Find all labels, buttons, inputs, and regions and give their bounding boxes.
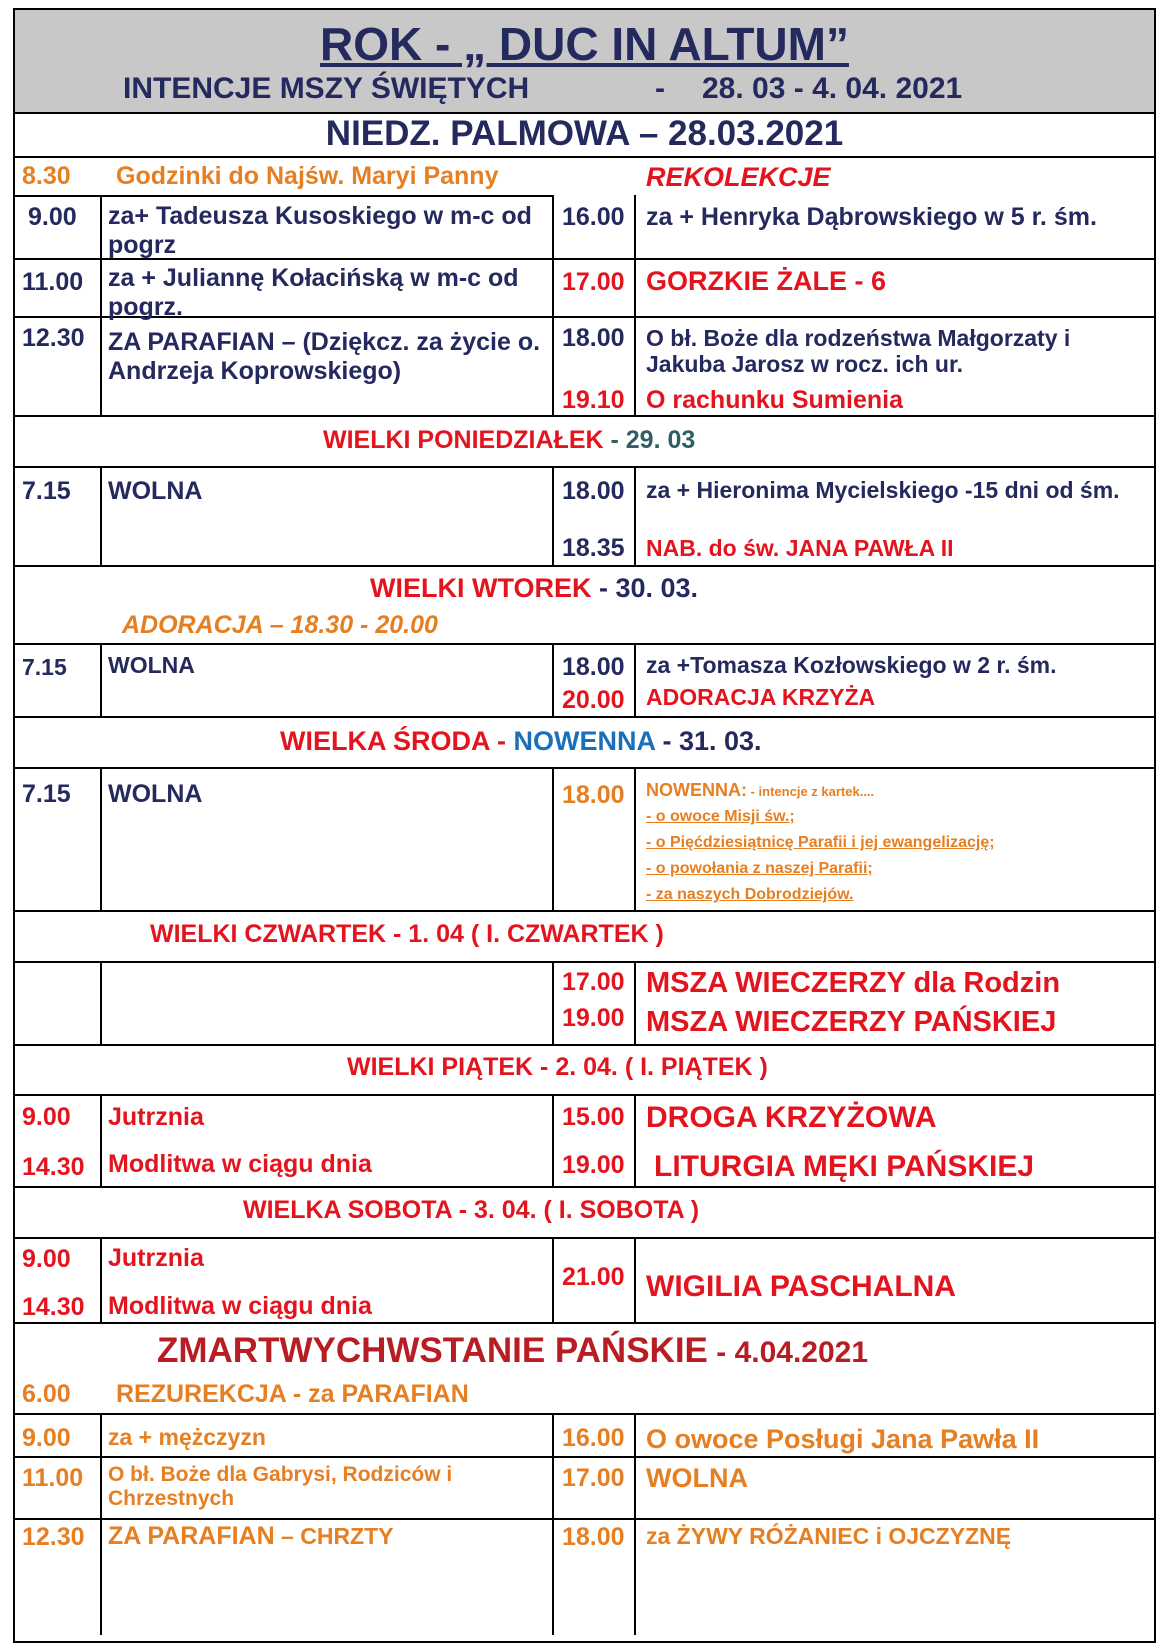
intention-text: za + Juliannę Kołacińską w m-c od pogrz. [108,264,519,321]
time: 7.15 [22,780,71,808]
intention-text: O owoce Posługi Jana Pawła II [646,1424,1040,1454]
page-title: ROK - „ DUC IN ALTUM” [320,18,849,70]
intention-text: Modlitwa w ciągu dnia [108,1150,372,1178]
time: 15.00 [562,1103,625,1131]
time: 7.15 [22,654,67,680]
time: 11.00 [22,268,84,296]
intention-text: O rachunku Sumienia [646,386,904,414]
day-heading-easter: ZMARTWYCHWSTANIE PAŃSKIE - 4.04.2021 [157,1331,869,1370]
retreat-label: REKOLEKCJE [646,162,831,192]
adoration-note: ADORACJA – 18.30 - 20.00 [122,611,438,639]
time: 19.00 [562,1151,625,1179]
intention-text: za+ Tadeusza Kusoskiego w m-c od pogrz [108,202,532,259]
intention-text: DROGA KRZYŻOWA [646,1101,937,1134]
time: 16.00 [562,203,625,231]
time: 17.00 [562,968,625,996]
day-heading-sunday: NIEDZ. PALMOWA – 28.03.2021 [325,114,844,153]
novena-item: - o powołania z naszej Parafii; [646,860,873,877]
intention-text: WIGILIA PASCHALNA [646,1270,956,1303]
intention-text: O bł. Boże dla Gabrysi, Rodziców i Chrzestnych [108,1463,453,1511]
intention-text: za ŻYWY RÓŻANIEC i OJCZYZNĘ [646,1523,1012,1549]
intention-text: Modlitwa w ciągu dnia [108,1292,372,1320]
intention-text: ADORACJA KRZYŻA [646,684,876,710]
time: 17.00 [562,268,625,296]
subtitle-dates: 28. 03 - 4. 04. 2021 [702,72,963,105]
time: 8.30 [22,162,71,190]
day-heading-wednesday: WIELKA ŚRODA - NOWENNA - 31. 03. [280,726,762,756]
intention-text: O bł. Boże dla rodzeństwa Małgorzaty i Jakuba Jarosz w rocz. ich ur. [646,325,1071,378]
day-heading-monday: WIELKI PONIEDZIAŁEK - 29. 03 [323,426,696,454]
novena-item: - za naszych Dobrodziejów. [646,886,854,903]
time: 21.00 [562,1263,625,1291]
intention-text: WOLNA [108,780,203,808]
intention-text: ZA PARAFIAN – CHRZTY [108,1522,394,1550]
intention-text: za + Henryka Dąbrowskiego w 5 r. śm. [646,203,1097,231]
novena-item: - o owoce Misji św.; [646,808,795,825]
time: 18.00 [562,1523,625,1551]
time: 20.00 [562,686,625,714]
time: 9.00 [28,203,77,231]
intention-text: Jutrznia [108,1103,204,1131]
time: 18.00 [562,653,625,681]
intention-text: MSZA WIECZERZY dla Rodzin [646,967,1061,999]
intention-text: LITURGIA MĘKI PAŃSKIEJ [654,1150,1035,1183]
intention-text: za + mężczyzn [108,1424,266,1450]
time: 12.30 [22,324,85,352]
novena-item: - o Pięćdziesiątnicę Parafii i jej ewangelizację; [646,834,995,851]
time: 17.00 [562,1464,625,1492]
time: 6.00 [22,1380,71,1408]
time: 18.00 [562,477,625,505]
page-subtitle: INTENCJE MSZY ŚWIĘTYCH [123,72,530,105]
time: 18.35 [562,534,625,562]
intention-text: NAB. do św. JANA PAWŁA II [646,535,954,561]
time: 14.30 [22,1153,85,1181]
time: 18.00 [562,324,625,352]
intention-text: za +Tomasza Kozłowskiego w 2 r. śm. [646,652,1057,678]
intention-text: ZA PARAFIAN – (Dziękcz. za życie o. Andrzeja Koprowskiego) [108,328,541,385]
time: 11.00 [22,1464,84,1492]
intention-text: WOLNA [108,477,203,505]
day-heading-friday: WIELKI PIĄTEK - 2. 04. ( I. PIĄTEK ) [347,1053,768,1081]
intention-text: Jutrznia [108,1244,204,1272]
day-heading-tuesday: WIELKI WTOREK - 30. 03. [370,573,699,603]
intention-text: WOLNA [646,1463,748,1493]
novena-label: NOWENNA: - intencje z kartek.... [646,780,875,800]
time: 9.00 [22,1245,71,1273]
intention-text: Godzinki do Najśw. Maryi Panny [116,162,499,190]
time: 19.10 [562,386,625,414]
intention-text: WOLNA [108,652,195,678]
time: 12.30 [22,1523,85,1551]
time: 14.30 [22,1293,85,1321]
time: 9.00 [22,1424,71,1452]
intention-text: GORZKIE ŻALE - 6 [646,266,887,296]
time: 7.15 [22,477,71,505]
time: 19.00 [562,1004,625,1032]
time: 18.00 [562,781,625,809]
intention-text: za + Hieronima Mycielskiego -15 dni od śm. [646,477,1120,503]
intention-text: REZUREKCJA - za PARAFIAN [116,1380,469,1408]
time: 9.00 [22,1103,71,1131]
intention-text: MSZA WIECZERZY PAŃSKIEJ [646,1006,1057,1038]
day-heading-saturday: WIELKA SOBOTA - 3. 04. ( I. SOBOTA ) [243,1196,700,1224]
time: 16.00 [562,1424,625,1452]
subtitle-dash: - [655,72,665,105]
day-heading-thursday: WIELKI CZWARTEK - 1. 04 ( I. CZWARTEK ) [150,920,664,948]
